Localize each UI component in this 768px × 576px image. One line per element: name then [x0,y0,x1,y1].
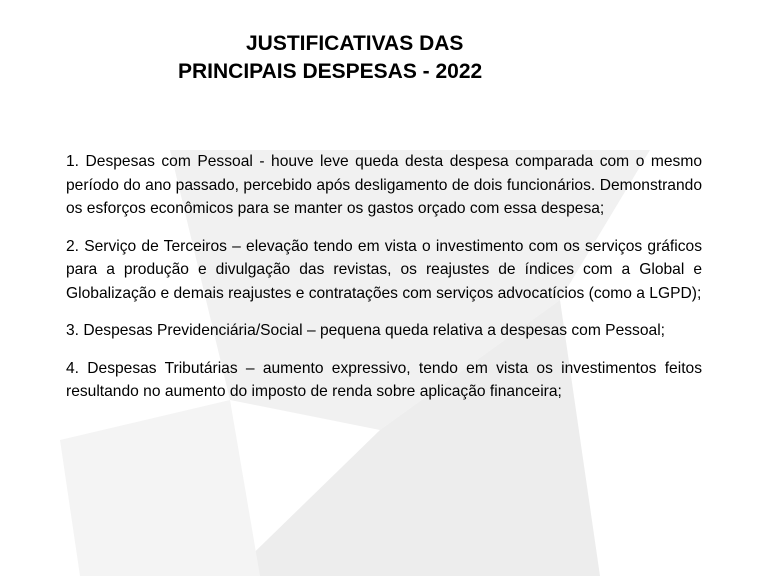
list-item-previdenciaria: 3. Despesas Previdenciária/Social – pequena queda relativa a despesas com Pessoal; [66,322,665,339]
list-item-servico-terceiros: 2. Serviço de Terceiros – elevação tendo em vista o investimento com os serviços gráficos para a produção e divulgação das revistas, os reajustes de índices com a Global e Globalização e demais reajustes e contratações com serviços advocatícios (como a LGPD); [66,237,702,302]
list-item-pessoal: 1. Despesas com Pessoal - houve leve queda desta despesa comparada com o mesmo período do ano passado, percebido após desligamento de dois funcionários. Demonstrando os esforços econômicos para se manter os gastos orçado com essa despesa; [66,153,702,217]
title-line-2: PRINCIPAIS DESPESAS - 2022 [178,60,483,83]
list-item-tributarias: 4. Despesas Tributárias – aumento expressivo, tendo em vista os investimentos feitos resultando no aumento do imposto de renda sobre aplicação financeira; [66,359,702,400]
title-line-1: JUSTIFICATIVAS DAS [246,32,464,55]
justification-list [66,150,702,418]
watermark-shape-left [60,400,260,576]
